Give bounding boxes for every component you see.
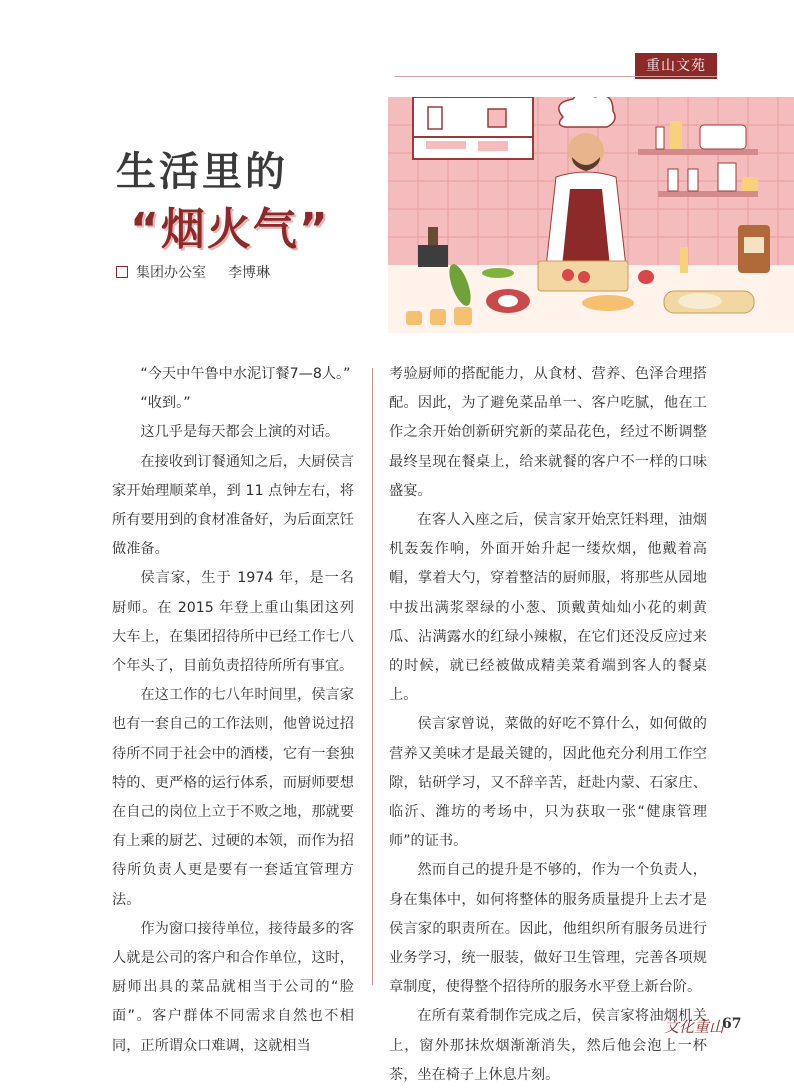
paragraph: 这几乎是每天都会上演的对话。	[140, 424, 340, 441]
paragraph: 侯言家，生于 1974 年，是一名厨师。在 2015 年登上重山集团这列大车上，在集团招待所中已经工作七八个年头了，目前负责招待所所有事宜。	[112, 570, 354, 675]
paragraph: 在这工作的七八年时间里，侯言家也有一套自己的工作法则，他曾说过招待所不同于社会中的酒楼，它有一套独特的、更严格的运行体系，而厨师要想在自己的岗位上立于不败之地，那就要有上乘的厨艺、过硬的本领，而作为招待所负责人更是要有一套适宜管理方法。	[112, 687, 354, 908]
paragraph: “今天中午鲁中水泥订餐7—8人。”	[140, 366, 351, 382]
paragraph: 在接收到订餐通知之后，大厨侯言家开始理顺菜单，到 11 点钟左右，将所有要用到的食材准备好，为后面烹饪做准备。	[112, 453, 354, 558]
paragraph: 作为窗口接待单位，接待最多的客人就是公司的客户和合作单位，这时，厨师出具的菜品就相当于公司的“脸面”。客户群体不同需求自然也不相同，正所谓众口难调，这就相当	[112, 920, 354, 1054]
title-line-2: “烟火气”	[130, 204, 330, 255]
page-number: 67	[722, 1016, 742, 1032]
title-line-1: 生活里的	[116, 148, 288, 195]
paragraph: 在所有菜肴制作完成之后，侯言家将油烟机关上，窗外那抹炊烟渐渐消失，然后他会泡上一杯茶，坐在椅子上休息片刻。	[389, 1008, 707, 1083]
byline	[116, 262, 270, 282]
paragraph: 侯言家曾说，菜做的好吃不算什么，如何做的营养又美味才是最关键的，因此他充分利用工作空隙，钻研学习，又不辞辛苦，赶赴内蒙、石家庄、临沂、潍坊的考场中，只为获取一张“健康管理师”的证书。	[389, 716, 707, 850]
square-bullet-icon	[116, 266, 128, 278]
column-divider	[372, 368, 373, 985]
byline-author: 李博琳	[228, 265, 270, 281]
article-column-left	[112, 360, 354, 1061]
magazine-logo: 文化重山	[664, 1018, 725, 1036]
paragraph: 考验厨师的搭配能力，从食材、营养、色泽合理搭配。因此，为了避免菜品单一、客户吃腻，他在工作之余开始创新研究新的菜品花色，经过不断调整最终呈现在餐桌上，给来就餐的客户不一样的口味盛宴。	[389, 366, 707, 499]
paragraph: 然而自己的提升是不够的，作为一个负责人，身在集体中，如何将整体的服务质量提升上去才是侯言家的职责所在。因此，他组织所有服务员进行业务学习，统一服装，做好卫生管理，完善各项规章制度，使得整个招待所的服务水平登上新台阶。	[389, 862, 707, 996]
article-column-right	[389, 360, 707, 1090]
byline-dept: 集团办公室	[136, 265, 206, 281]
paragraph: 在客人入座之后，侯言家开始烹饪料理，油烟机轰轰作响，外面开始升起一缕炊烟，他戴着高帽，掌着大勺，穿着整洁的厨师服，将那些从园地中拔出满浆翠绿的小葱、顶戴黄灿灿小花的刺黄瓜、沾满露水的红绿小辣椒，在它们还没反应过来的时候，就已经被做成精美菜肴端到客人的餐桌上。	[389, 512, 707, 704]
header-rule	[395, 76, 717, 77]
paragraph: “收到。”	[140, 395, 191, 412]
chef-illustration	[388, 97, 794, 333]
section-tag: 重山文苑	[635, 53, 717, 79]
